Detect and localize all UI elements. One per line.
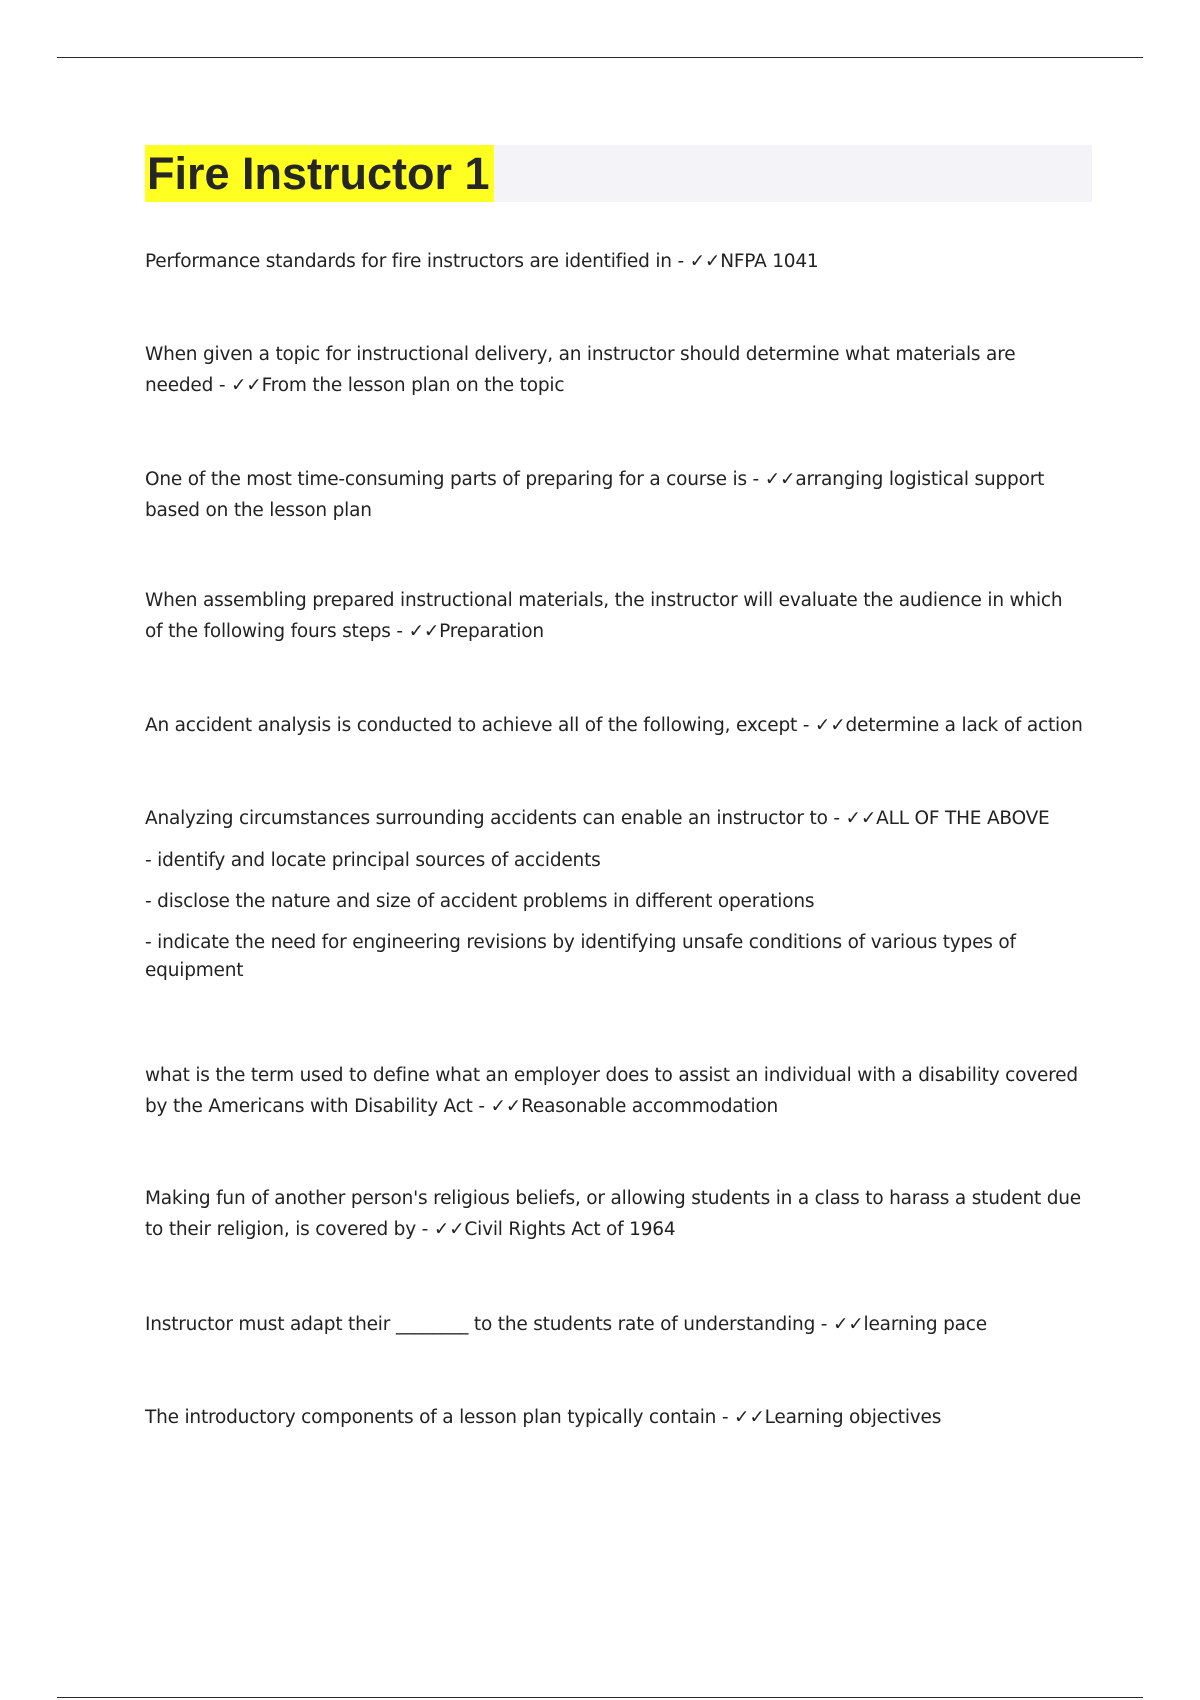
question-text: When assembling prepared instructional materials, the instructor will evaluate the audience in which of the following fours steps - xyxy=(145,590,1063,642)
answer-text: ✓✓learning pace xyxy=(832,1314,987,1335)
question-text: what is the term used to define what an employer does to assist an individual with a disability covered by the Americans with Disability Act - xyxy=(145,1065,1078,1117)
qa-item-4 xyxy=(145,585,1085,647)
qa-item-9 xyxy=(145,1309,1085,1340)
qa-item-6 xyxy=(145,803,1085,985)
qa-item-5 xyxy=(145,710,1085,741)
qa-item-2 xyxy=(145,339,1085,401)
question-text: Instructor must adapt their ________ to the students rate of understanding - xyxy=(145,1314,833,1335)
answer-bullet: - disclose the nature and size of accident problems in different operations xyxy=(145,891,815,912)
answer-bullet: - indicate the need for engineering revisions by identifying unsafe conditions of various types of equipment xyxy=(145,932,1016,981)
question-text: When given a topic for instructional delivery, an instructor should determine what materials are needed - xyxy=(145,344,1016,396)
answer-bullet: - identify and locate principal sources of accidents xyxy=(145,850,601,871)
answer-text: ✓✓Reasonable accommodation xyxy=(490,1096,779,1117)
question-text: The introductory components of a lesson plan typically contain - xyxy=(145,1407,735,1428)
qa-item-8 xyxy=(145,1183,1085,1245)
document-title: Fire Instructor 1 xyxy=(145,145,494,202)
answer-text: ✓✓From the lesson plan on the topic xyxy=(231,375,565,396)
question-text: Analyzing circumstances surrounding accidents can enable an instructor to - xyxy=(145,808,846,829)
top-rule xyxy=(57,57,1143,58)
answer-text: ✓✓NFPA 1041 xyxy=(689,251,819,272)
question-text: Making fun of another person's religious beliefs, or allowing students in a class to harass a student due to their religion, is covered by - xyxy=(145,1188,1081,1240)
question-text: Performance standards for fire instructors are identified in - xyxy=(145,251,690,272)
answer-text: ✓✓determine a lack of action xyxy=(814,715,1083,736)
answer-text: ✓✓arranging logistical support based on the lesson plan xyxy=(145,469,1045,521)
answer-text: ✓✓Preparation xyxy=(408,621,544,642)
bottom-rule xyxy=(57,1697,1143,1698)
answer-text: ✓✓ALL OF THE ABOVE xyxy=(845,808,1050,829)
qa-item-10 xyxy=(145,1402,1085,1433)
qa-item-7 xyxy=(145,1060,1085,1122)
qa-item-3 xyxy=(145,464,1085,526)
question-text: An accident analysis is conducted to achieve all of the following, except - xyxy=(145,715,815,736)
question-text: One of the most time-consuming parts of preparing for a course is - xyxy=(145,469,765,490)
qa-item-1 xyxy=(145,246,1085,277)
answer-text: ✓✓Learning objectives xyxy=(734,1407,942,1428)
answer-text: ✓✓Civil Rights Act of 1964 xyxy=(433,1219,676,1240)
